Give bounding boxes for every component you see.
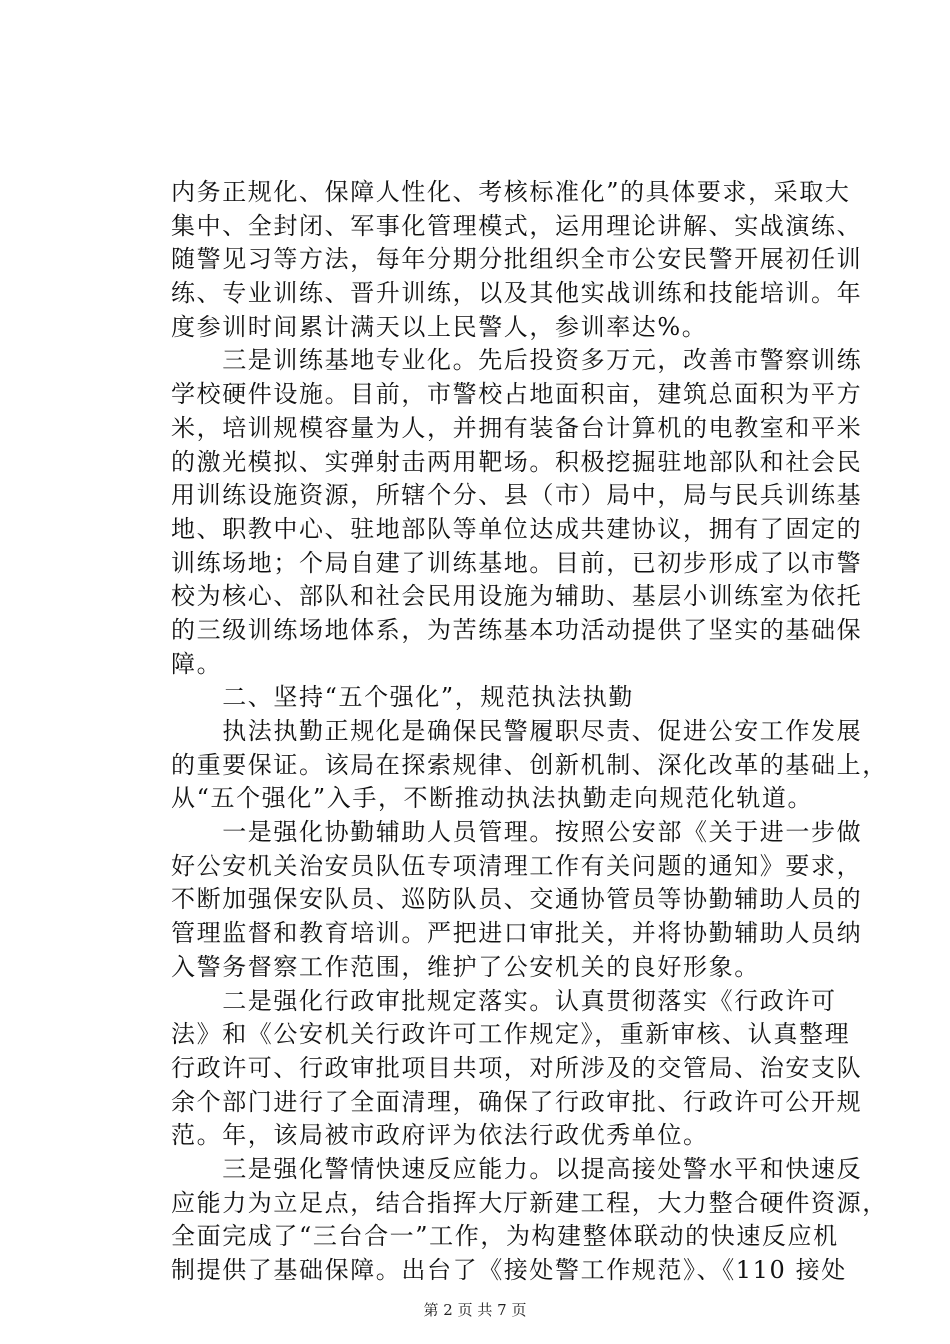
text-line: 二是强化行政审批规定落实。认真贯彻落实《行政许可 <box>171 986 837 1015</box>
text-line: 好公安机关治安员队伍专项清理工作有关问题的通知》要求， <box>171 851 863 880</box>
text-line: 不断加强保安队员、巡防队员、交通协管员等协勤辅助人员的 <box>171 885 863 914</box>
text-line: 学校硬件设施。目前，市警校占地面积亩，建筑总面积为平方 <box>171 380 863 409</box>
text-line: 入警务督察工作范围，维护了公安机关的良好形象。 <box>171 952 760 981</box>
text-line: 余个部门进行了全面清理，确保了行政审批、行政许可公开规 <box>171 1087 863 1116</box>
text-line: 应能力为立足点，结合指挥大厅新建工程，大力整合硬件资源， <box>171 1188 888 1217</box>
text-line: 集中、全封闭、军事化管理模式，运用理论讲解、实战演练、 <box>171 211 863 240</box>
text-line: 一是强化协勤辅助人员管理。按照公安部《关于进一步做 <box>171 818 863 847</box>
section-heading: 二、坚持“五个强化”，规范执法执勤 <box>171 683 634 712</box>
text-line: 用训练设施资源，所辖个分、县（市）局中，局与民兵训练基 <box>171 481 863 510</box>
text-line: 法》和《公安机关行政许可工作规定》，重新审核、认真整理 <box>171 1020 851 1049</box>
document-body <box>171 176 888 1288</box>
text-line: 地、职教中心、驻地部队等单位达成共建协议，拥有了固定的 <box>171 514 863 543</box>
text-line: 制提供了基础保障。出台了《接处警工作规范》、《110 接处 <box>171 1256 847 1284</box>
text-line: 米，培训规模容量为人，并拥有装备台计算机的电教室和平米 <box>171 413 863 442</box>
text-line: 训练场地；个局自建了训练基地。目前，已初步形成了以市警 <box>171 548 863 577</box>
text-line: 障。 <box>171 649 223 678</box>
text-line: 范。年，该局被市政府评为依法行政优秀单位。 <box>171 1121 709 1150</box>
text-line: 度参训时间累计满天以上民警人，参训率达%。 <box>171 312 708 341</box>
text-line: 从“五个强化”入手，不断推动执法执勤走向规范化轨道。 <box>171 784 814 813</box>
page-number-footer: 第 2 页 共 7 页 <box>423 1301 527 1319</box>
text-line: 三是强化警情快速反应能力。以提高接处警水平和快速反 <box>171 1154 863 1183</box>
text-line: 的重要保证。该局在探索规律、创新机制、深化改革的基础上， <box>171 750 888 779</box>
text-line: 行政许可、行政审批项目共项，对所涉及的交管局、治安支队 <box>171 1053 863 1082</box>
text-line: 练、专业训练、晋升训练，以及其他实战训练和技能培训。年 <box>171 279 863 308</box>
text-line: 三是训练基地专业化。先后投资多万元，改善市警察训练 <box>171 346 863 375</box>
text-line: 内务正规化、保障人性化、考核标准化”的具体要求，采取大 <box>171 178 851 206</box>
text-line: 的激光模拟、实弹射击两用靶场。积极挖掘驻地部队和社会民 <box>171 447 863 476</box>
text-line: 全面完成了“三台合一”工作，为构建整体联动的快速反应机 <box>171 1222 839 1251</box>
text-line: 执法执勤正规化是确保民警履职尽责、促进公安工作发展 <box>171 717 863 745</box>
text-line: 随警见习等方法，每年分期分批组织全市公安民警开展初任训 <box>171 245 863 274</box>
text-line: 管理监督和教育培训。严把进口审批关，并将协勤辅助人员纳 <box>171 919 863 948</box>
text-line: 校为核心、部队和社会民用设施为辅助、基层小训练室为依托 <box>171 582 863 611</box>
text-line: 的三级训练场地体系，为苦练基本功活动提供了坚实的基础保 <box>171 615 863 644</box>
